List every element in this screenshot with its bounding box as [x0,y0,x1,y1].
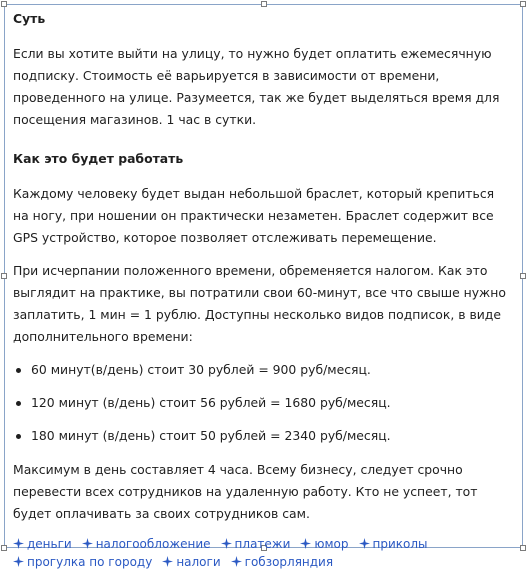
resize-handle-top[interactable] [261,1,267,7]
resize-handle-bottom-left[interactable] [1,545,7,551]
paragraph-maximum: Максимум в день составляет 4 часа. Всему бизнесу, следует срочно перевести всех сотрудников на удаленную работу. Кто не успеет, тот будет оплачивать за своих сотрудников сам. [13,462,478,521]
tag-taxation[interactable]: налогообложение [82,535,211,553]
article-content [13,10,509,571]
subscription-list [13,359,509,447]
list-item: 180 минут (в/день) стоит 50 рублей = 2340 руб/месяц. [13,425,509,447]
resize-handle-bottom-right[interactable] [520,545,526,551]
paragraph-bracelet: Каждому человеку будет выдан небольшой браслет, который крепиться на ногу, при ношении он практически незаметен. Браслет содержит все GPS устройство, которое позволяет отслеживать перемещение. [13,186,495,245]
list-item: 120 минут (в/день) стоит 56 рублей = 1680 руб/месяц. [13,392,509,414]
sparkle-icon [82,538,93,549]
tag-jokes[interactable]: приколы [359,535,428,553]
tag-taxes[interactable]: налоги [162,553,220,571]
section-heading-how-it-works: Как это будет работать [13,151,184,166]
tag-payments[interactable]: платежи [221,535,291,553]
resize-handle-right[interactable] [520,273,526,279]
sparkle-icon [221,538,232,549]
tag-money[interactable]: деньги [13,535,72,553]
sparkle-icon [162,556,173,567]
list-item: 60 минут(в/день) стоит 30 рублей = 900 руб/месяц. [13,359,509,381]
sparkle-icon [359,538,370,549]
resize-handle-left[interactable] [1,273,7,279]
resize-handle-top-left[interactable] [1,1,7,7]
tag-gobzorlandia[interactable]: гобзорляндия [231,553,333,571]
sparkle-icon [13,556,24,567]
section-heading-essence: Суть [13,11,46,26]
tag-humor[interactable]: юмор [300,535,348,553]
tag-city-walk[interactable]: прогулка по городу [13,553,152,571]
paragraph-time-tax: При исчерпании положенного времени, обременяется налогом. Как это выглядит на практике, вы потратили свои 60-минут, все что свыше нужно заплатить, 1 мин = 1 рублю. Доступны несколько видов подписок, в виде дополнительного времени: [13,263,506,344]
sparkle-icon [13,538,24,549]
paragraph-subscription: Если вы хотите выйти на улицу, то нужно будет оплатить ежемесячную подписку. Стоимость её варьируется в зависимости от времени, проведенного на улице. Разумеется, так же будет выделяться время для посещения магазинов. 1 час в сутки. [13,46,500,127]
resize-handle-top-right[interactable] [520,1,526,7]
tag-list [13,535,509,571]
sparkle-icon [231,556,242,567]
sparkle-icon [300,538,311,549]
